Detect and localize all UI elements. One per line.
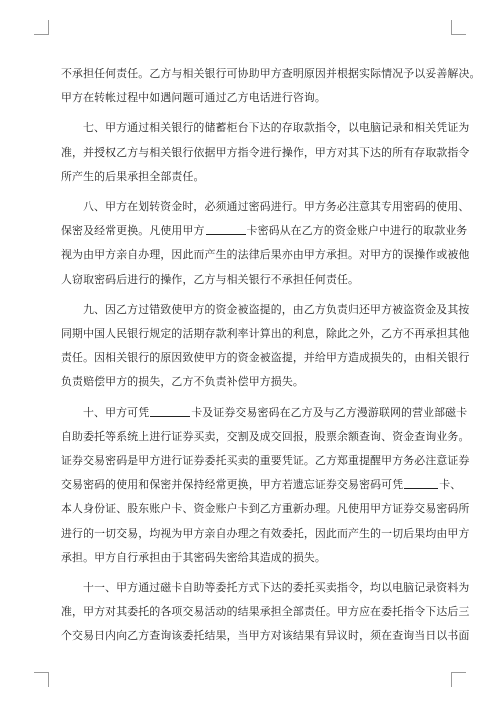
text-segment: 卡密码从在乙方的资金账户中进行的取款业务 (246, 224, 468, 238)
text-line: 个交易日内向乙方查询该委托结果，当甲方对该结果有异议时，须在查询当日以书面 (61, 629, 470, 643)
text-line: 准，甲方对其委托的各项交易活动的结果承担全部责任。甲方应在委托指令下达后三 (61, 605, 470, 619)
crop-mark-bottom-right (451, 672, 466, 687)
text-line: 进行的一切交易，均视为甲方亲自办理之有效委托，因此而产生的一切后果均由甲方 (61, 526, 470, 540)
text-line: 十一、甲方通过磁卡自助等委托方式下达的委托买卖指令，均以电脑记录资料为 (83, 581, 470, 595)
text-line (61, 401, 468, 425)
text-line: 不承担任何责任。乙方与相关银行可协助甲方查明原因并根据实际情况予以妥善解决。 (61, 67, 481, 80)
text-line: 七、甲方通过相关银行的储蓄柜台下达的存取款指令，以电脑记录和相关凭证为 (83, 121, 470, 135)
text-line: 负责赔偿甲方的损失，乙方不负责补偿甲方损失。 (61, 375, 304, 389)
text-line: 准，并授权乙方与相关银行依据甲方指令进行操作，甲方对其下达的所有存取款指令 (61, 145, 470, 159)
paragraph-continuation (61, 62, 481, 110)
text-line (61, 473, 462, 497)
clause-10 (61, 401, 470, 570)
fill-in-blank (206, 224, 246, 235)
text-segment: 保密及经常更换。凡使用甲方 (61, 224, 205, 238)
fill-in-blank (404, 478, 438, 489)
text-line: 甲方在转帐过程中如遇问题可通过乙方电话进行咨询。 (61, 91, 326, 105)
text-line (61, 219, 468, 243)
text-line: 同期中国人民银行规定的活期存款利率计算出的利息，除此之外，乙方不再承担其他 (61, 327, 470, 341)
text-line: 本人身份证、股东账户卡、资金账户卡到乙方重新办理。凡使用甲方证券交易密码所 (61, 502, 470, 516)
crop-mark-bottom-left (34, 672, 49, 687)
text-line: 八、甲方在划转资金时，必须通过密码进行。甲方务必注意其专用密码的使用、 (83, 200, 470, 214)
text-segment: 卡、 (439, 478, 462, 492)
text-line: 所产生的后果承担全部责任。 (61, 169, 205, 183)
clause-8 (61, 195, 470, 292)
clause-9 (61, 298, 470, 395)
text-line: 九、因乙方过错致使甲方的资金被盗提的，由乙方负责归还甲方被盗资金及其按 (83, 302, 470, 316)
text-line: 责任。因相关银行的原因致使甲方的资金被盗提，并给甲方造成损失的，由相关银行 (61, 351, 470, 365)
text-segment: 交易密码的使用和保密并保持经常更换，甲方若遗忘证券交易密码可凭 (61, 478, 404, 492)
text-line: 人窃取密码后进行的操作，乙方与相关银行不承担任何责任。 (61, 272, 360, 286)
text-line: 视为由甲方亲自办理，因此而产生的法律后果亦由甲方承担。对甲方的误操作或被他 (61, 248, 470, 262)
clause-7 (61, 116, 470, 189)
text-line: 自助委托等系统上进行证券买卖，交割及成交回报，股票余额查询、资金查询业务。 (61, 429, 470, 443)
clause-11 (61, 576, 470, 649)
text-segment: 卡及证券交易密码在乙方及与乙方漫游联网的营业部磁卡 (191, 405, 468, 419)
document-page (61, 62, 481, 655)
crop-mark-top-right (451, 20, 466, 35)
fill-in-blank (150, 406, 190, 417)
text-line: 证券交易密码是甲方进行证券委托买卖的重要凭证。乙方郑重提醒甲方务必注意证券 (61, 454, 470, 468)
text-line: 承担。甲方自行承担由于其密码失密给其造成的损失。 (61, 550, 326, 564)
text-segment: 十、甲方可凭 (83, 405, 150, 419)
crop-mark-top-left (34, 20, 49, 35)
